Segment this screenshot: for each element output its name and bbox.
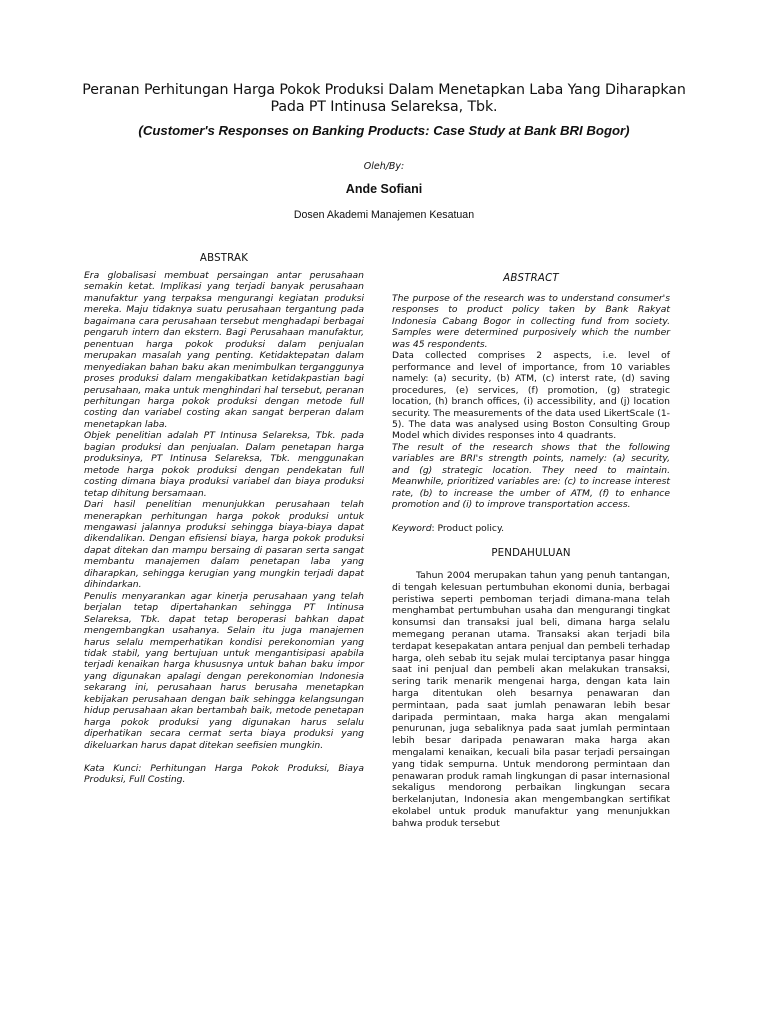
abstrak-column xyxy=(84,252,364,786)
pendahuluan-paragraph: Tahun 2004 merupakan tahun yang penuh tantangan, di tengah kelesuan pertumbuhan ekonomi dunia, berbagai peristiwa seperti pemboman terjadi dimana-mana telah menghambat pertumbuhan usaha dan mengurangi tingkat konsumsi dan transaksi jual beli, dimana harga selalu memegang peranan utama. Transaksi akan terjadi bila terdapat kesepakatan antara penjual dan pembeli terhadap harga, oleh sebab itu sejak mulai terciptanya pasar hingga saat ini penjual dan pembeli akan melakukan transaksi, sering tarik menarik mengenai harga, dengan kata lain harga ditentukan oleh besarnya penawaran dan permintaan, pada saat jumlah penawaran lebih besar daripada permintaan, maka harga akan mengalami penurunan, juga sebaliknya pada saat jumlah permintaan lebih besar daripada penawaran maka harga akan mengalami kenaikan, kecuali bila pasar terjadi persaingan yang tidak sempurna. Untuk mendorong permintaan dan penawaran produk ramah lingkungan di pasar internasional sekaligus mendorong perbaikan lingkungan secara berkelanjutan, Indonesia akan mengembangkan sertifikat ekolabel untuk produk manufaktur yang menunjukkan bahwa produk tersebut xyxy=(392,570,670,829)
kata-kunci-value: : Perhitungan Harga Pokok Produksi, Biaya Produksi, Full Costing. xyxy=(84,763,364,786)
abstract-paragraph: Data collected comprises 2 aspects, i.e. level of performance and level of importance, from 10 variables namely: (a) security, (b) ATM, (c) interst rate, (d) saving procedures, (e) services, (f) promotion, (g) strategic location, (h) branch offices, (i) accessibility, and (j) location security. The measurements of the data used LikertScale (1-5). The data was analysed using Boston Consulting Group Model which divides responses into 4 quadrants. xyxy=(392,350,670,442)
keyword-line xyxy=(392,523,670,534)
abstract-paragraph: The result of the research shows that the following variables are BRI's strength points, namely: (a) security, and (g) strategic location. They need to maintain. Meanwhile, prioritized variables are: (c) to increase interest rate, (b) to increase the umber of ATM, (f) to enhance promotion and (i) to improve transportation access. xyxy=(392,441,670,511)
kata-kunci-label: Kata Kunci xyxy=(84,763,139,775)
author-affiliation: Dosen Akademi Manajemen Kesatuan xyxy=(293,209,475,221)
title-line-2: Pada PT Intinusa Selareksa, Tbk. xyxy=(270,99,498,115)
author-name: Ande Sofiani xyxy=(345,182,423,196)
abstrak-heading: ABSTRAK xyxy=(199,253,249,264)
abstract-paragraph: The purpose of the research was to understand consumer's responses to product policy taken by Bank Rakyat Indonesia Cabang Bogor in collecting fund from society. Samples were determined purposively which the number was 45 respondents. xyxy=(392,293,670,350)
pendahuluan-heading: PENDAHULUAN xyxy=(491,548,571,560)
keyword-value: : Product policy. xyxy=(431,522,505,534)
abstrak-paragraph: Penulis menyarankan agar kinerja perusahaan yang telah berjalan tetap dipertahankan sehingga PT Intinusa Selareksa, Tbk. dapat tetap beroperasi bahkan dapat mengembangkan usahanya. Selain itu juga manajemen harus selalu memperhatikan kondisi perekonomian yang tidak stabil, yang bertujuan untuk mengantisipasi apabila terjadi kenaikan harga khususnya untuk bahan baku impor yang digunakan apalagi dengan perekonomian Indonesia sekarang ini, perusahaan harus berusaha menetapkan kebijakan perusahaan dengan baik sehingga kelangsungan hidup perusahaan akan bertambah baik, metode penetapan harga pokok produksi yang digunakan harus selalu diperhatikan secara cermat serta biaya produksi yang dikeluarkan harus dapat ditekan seefisien mungkin. xyxy=(84,590,364,751)
paper-subtitle: (Customer's Responses on Banking Products: Case Study at Bank BRI Bogor) xyxy=(138,123,630,138)
abstract-heading: ABSTRACT xyxy=(503,273,559,284)
abstrak-paragraph: Dari hasil penelitian menunjukkan perusahaan telah menerapkan perhitungan harga pokok produksi untuk mengawasi jalannya produksi sehingga biaya-biaya dapat dikendalikan. Dengan efisiensi biaya, harga pokok produksi dapat ditekan dan mampu bersaing di pasaran serta sangat membantu manajemen dalam penetapan laba yang diharapkan, sehingga kerugian yang mungkin terjadi dapat dihindarkan. xyxy=(84,499,364,591)
abstract-column xyxy=(392,272,670,830)
title-line-1: Peranan Perhitungan Harga Pokok Produksi Dalam Menetapkan Laba Yang Diharapkan xyxy=(82,82,686,98)
abstrak-paragraph: Objek penelitian adalah PT Intinusa Selareksa, Tbk. pada bagian produksi dan penjualan. Dalam penetapan harga produksinya, PT Intinusa Selareksa, Tbk. menggunakan metode harga pokok produksi dengan pendekatan full costing dimana biaya produksi variabel dan biaya produksi tetap dihitung bersamaan. xyxy=(84,430,364,499)
byline-label: Oleh/By: xyxy=(363,161,405,172)
kata-kunci xyxy=(84,763,364,786)
abstrak-paragraph: Era globalisasi membuat persaingan antar perusahaan semakin ketat. Implikasi yang terjadi banyak perusahaan manufaktur yang terpaksa mengurangi kegiatan produksi mereka. Maju tidaknya suatu perusahaan tergantung pada bagaimana cara perusahaan tersebut menghadapi berbagai pengaruh intern dan ekstern. Bagi Perusahaan manufaktur, penentuan harga pokok produksi dalam penjualan merupakan masalah yang penting. Ketidaktepatan dalam menyediakan bahan baku akan menimbulkan terganggunya proses produksi dalam mengakibatkan ketidakpastian bagi perusahaan, maka untuk menghindari hal tersebut, peranan perhitungan harga pokok produksi dengan metode full costing dan variabel costing akan sangat berperan dalam menetapkan laba. xyxy=(84,270,364,430)
keyword-label: Keyword xyxy=(392,522,432,534)
paper-title xyxy=(60,82,708,116)
